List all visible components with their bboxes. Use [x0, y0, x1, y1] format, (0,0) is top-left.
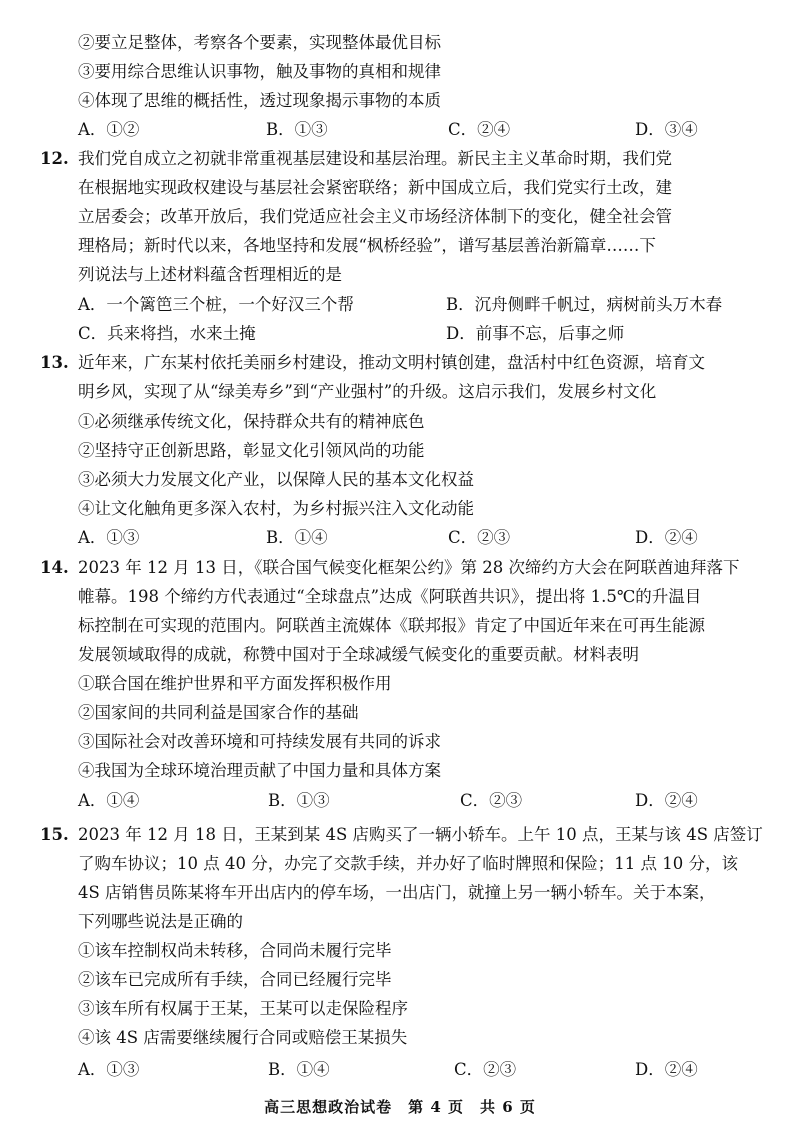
q14-number: 14.	[40, 558, 69, 577]
q12-option-a: A．一个篱笆三个桩，一个好汉三个帮	[78, 295, 354, 314]
q14-stem-line-3: 标控制在可实现的范围内。阿联酋主流媒体《联邦报》肯定了中国近年来在可再生能源	[78, 616, 705, 635]
q12-options-row-1	[78, 292, 778, 318]
q13-statement-3: ③必须大力发展文化产业，以保障人民的基本文化权益	[78, 470, 474, 489]
q15-statement-2: ②该车已完成所有手续，合同已经履行完毕	[78, 970, 392, 989]
q14-option-c: C．②③	[460, 791, 523, 810]
q13-number: 13.	[40, 353, 69, 372]
q11-option-c: C．②④	[448, 120, 511, 139]
q12-option-b: B．沉舟侧畔千帆过，病树前头万木春	[446, 295, 723, 314]
q13-statement-2: ②坚持守正创新思路，彰显文化引领风尚的功能	[78, 441, 425, 460]
q13-option-c: C．②③	[448, 528, 511, 547]
q11-options	[78, 117, 778, 143]
q14-statement-2: ②国家间的共同利益是国家合作的基础	[78, 703, 359, 722]
q11-statement-3: ③要用综合思维认识事物，触及事物的真相和规律	[78, 62, 441, 81]
q15-options	[78, 1057, 778, 1083]
q12-option-c: C．兵来将挡，水来土掩	[78, 324, 256, 343]
q12-option-d: D．前事不忘，后事之师	[446, 324, 625, 343]
q15-option-a: A．①③	[78, 1060, 140, 1079]
q14-statement-1: ①联合国在维护世界和平方面发挥积极作用	[78, 674, 392, 693]
q11-option-d: D．③④	[635, 120, 698, 139]
q14-stem-line-1: 2023 年 12 月 13 日，《联合国气候变化框架公约》第 28 次缔约方大会在阿联酋迪拜落下	[78, 558, 740, 577]
page-footer: 高三思想政治试卷 第 4 页 共 6 页	[264, 1098, 536, 1116]
q15-number: 15.	[40, 825, 69, 844]
q11-statement-2: ②要立足整体，考察各个要素，实现整体最优目标	[78, 33, 441, 52]
q14-statement-4: ④我国为全球环境治理贡献了中国力量和具体方案	[78, 761, 441, 780]
q12-stem-line-3: 立居委会；改革开放后，我们党适应社会主义市场经济体制下的变化，健全社会管	[78, 207, 672, 226]
q15-stem-line-4: 下列哪些说法是正确的	[78, 912, 243, 931]
q14-stem-line-4: 发展领域取得的成就，称赞中国对于全球减缓气候变化的重要贡献。材料表明	[78, 645, 639, 664]
q12-stem-line-1: 我们党自成立之初就非常重视基层建设和基层治理。新民主主义革命时期，我们党	[78, 149, 672, 168]
q15-stem-line-1: 2023 年 12 月 18 日，王某到某 4S 店购买了一辆小轿车。上午 10 点，王某与该 4S 店签订	[78, 825, 763, 844]
q14-statement-3: ③国际社会对改善环境和可持续发展有共同的诉求	[78, 732, 441, 751]
q15-option-d: D．②④	[635, 1060, 698, 1079]
q15-statement-1: ①该车控制权尚未转移，合同尚未履行完毕	[78, 941, 392, 960]
q15-option-b: B．①④	[268, 1060, 330, 1079]
q14-option-b: B．①③	[268, 791, 330, 810]
q15-statement-4: ④该 4S 店需要继续履行合同或赔偿王某损失	[78, 1028, 408, 1047]
q15-statement-3: ③该车所有权属于王某，王某可以走保险程序	[78, 999, 408, 1018]
q13-option-b: B．①④	[266, 528, 328, 547]
q15-stem-line-3: 4S 店销售员陈某将车开出店内的停车场，一出店门，就撞上另一辆小轿车。关于本案，	[78, 883, 716, 902]
q13-option-a: A．①③	[78, 528, 140, 547]
q13-stem-line-2: 明乡风，实现了从“绿美寿乡”到“产业强村”的升级。这启示我们，发展乡村文化	[78, 382, 657, 401]
q13-option-d: D．②④	[635, 528, 698, 547]
q15-option-c: C．②③	[454, 1060, 517, 1079]
q13-options	[78, 525, 778, 551]
q12-stem-line-5: 列说法与上述材料蕴含哲理相近的是	[78, 265, 342, 284]
q11-option-b: B．①③	[266, 120, 328, 139]
q14-stem-line-2: 帷幕。198 个缔约方代表通过“全球盘点”达成《阿联酋共识》，提出将 1.5℃的升温目	[78, 587, 702, 606]
q12-stem-line-2: 在根据地实现政权建设与基层社会紧密联络；新中国成立后，我们党实行土改，建	[78, 178, 672, 197]
q12-options-row-2	[78, 321, 778, 347]
q12-stem-line-4: 理格局；新时代以来，各地坚持和发展“枫桥经验”，谱写基层善治新篇章……下	[78, 236, 656, 255]
q12-number: 12.	[40, 149, 69, 168]
q14-option-a: A．①④	[78, 791, 140, 810]
q11-statement-4: ④体现了思维的概括性，透过现象揭示事物的本质	[78, 91, 441, 110]
q13-statement-4: ④让文化触角更多深入农村，为乡村振兴注入文化动能	[78, 499, 474, 518]
q14-option-d: D．②④	[635, 791, 698, 810]
q13-statement-1: ①必须继承传统文化，保持群众共有的精神底色	[78, 412, 425, 431]
q11-option-a: A．①②	[78, 120, 140, 139]
q15-stem-line-2: 了购车协议；10 点 40 分，办完了交款手续，并办好了临时牌照和保险；11 点 10 分，该	[78, 854, 738, 873]
q13-stem-line-1: 近年来，广东某村依托美丽乡村建设，推动文明村镇创建，盘活村中红色资源，培育文	[78, 353, 705, 372]
q14-options	[78, 788, 778, 814]
